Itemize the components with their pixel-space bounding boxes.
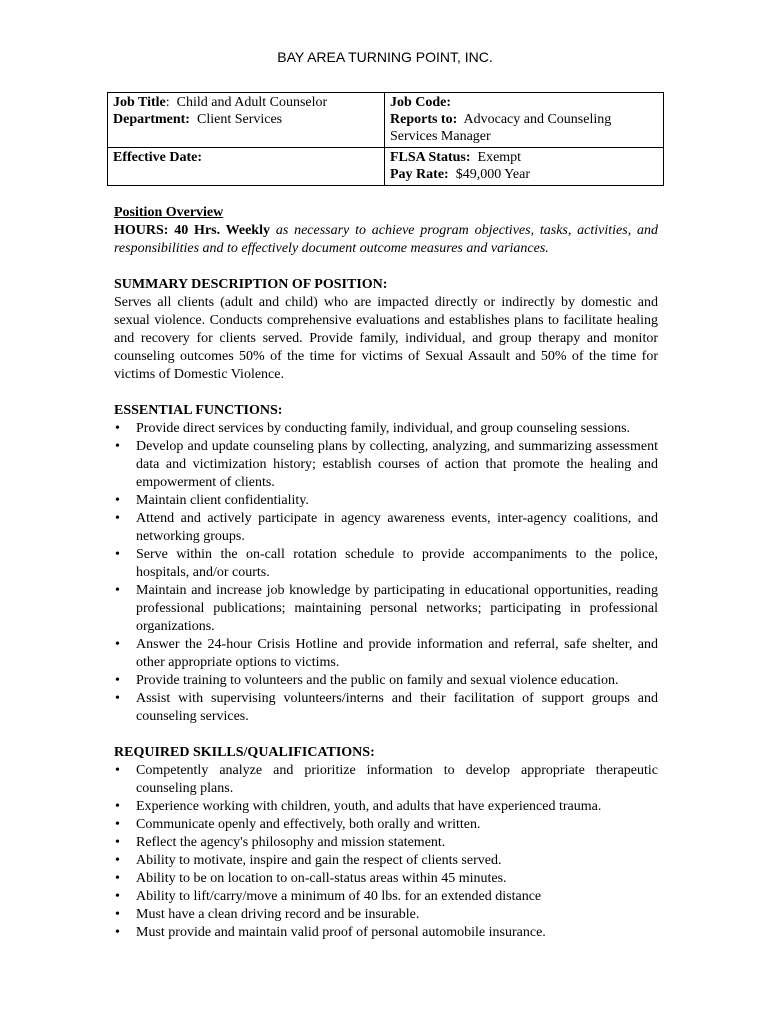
job-title-value: Child and Adult Counselor [176,95,328,110]
list-item: • Attend and actively participate in agency awareness events, inter-agency coalitions, and networking groups. [115,511,658,544]
document-body [114,204,658,942]
department-label: Department: [113,112,190,127]
flsa-cell [385,148,664,186]
hours-text: as necessary to achieve program objectives, tasks, activities, and responsibilities and to effectively document outcome measures and variances. [114,223,659,256]
essential-functions-list [114,420,658,726]
list-item: • Provide direct services by conducting family, individual, and group counseling sessions. [115,421,631,436]
bullet-icon: • [115,853,120,868]
job-title-label: Job Title [113,95,166,110]
bullet-icon: • [115,421,120,436]
bullet-icon: • [115,547,120,562]
job-info-table [107,92,664,186]
department-value: Client Services [196,112,283,127]
bullet-icon: • [115,673,120,688]
flsa-value: Exempt [477,150,522,165]
bullet-icon: • [115,511,120,526]
bullet-icon: • [115,583,120,598]
bullet-icon: • [115,907,120,922]
list-item: • Maintain client confidentiality. [115,493,309,508]
hours-paragraph [114,222,658,258]
list-item: • Must have a clean driving record and be insurable. [115,907,420,922]
pay-rate-value: $49,000 Year [455,167,530,182]
list-item: • Experience working with children, youth, and adults that have experienced trauma. [115,799,602,814]
bullet-icon: • [115,691,120,706]
list-item: • Provide training to volunteers and the public on family and sexual violence education. [115,673,619,688]
essential-functions-heading: ESSENTIAL FUNCTIONS: [114,403,283,418]
list-item: • Maintain and increase job knowledge by participating in educational opportunities, reading professional publications; maintaining personal networks; participating in professional organizations. [115,583,658,634]
organization-name: BAY AREA TURNING POINT, INC. [277,49,493,65]
effective-date-label: Effective Date: [113,150,203,165]
list-item: • Serve within the on-call rotation schedule to provide accompaniments to the police, hospitals, and/or courts. [115,547,658,580]
job-code-label: Job Code: [390,95,452,110]
list-item: • Ability to be on location to on-call-status areas within 45 minutes. [115,871,507,886]
bullet-icon: • [115,871,120,886]
job-title-cell: Job Title: Child and Adult Counselor Department: Client Services [108,93,385,148]
bullet-icon: • [115,835,120,850]
reports-to-label: Reports to: [390,112,458,127]
job-code-cell [385,93,664,148]
skills-heading: REQUIRED SKILLS/QUALIFICATIONS: [114,745,375,760]
flsa-label: FLSA Status: [390,150,471,165]
bullet-icon: • [115,817,120,832]
list-item: • Must provide and maintain valid proof of personal automobile insurance. [115,925,546,940]
list-item: • Competently analyze and prioritize information to develop appropriate therapeutic counseling plans. [115,763,658,796]
list-item: • Assist with supervising volunteers/interns and their facilitation of support groups and counseling services. [115,691,658,724]
list-item: • Answer the 24-hour Crisis Hotline and provide information and referral, safe shelter, and other appropriate options to victims. [115,637,658,670]
bullet-icon: • [115,763,120,778]
reports-to-value: Advocacy and Counseling Services Manager [390,112,612,144]
bullet-icon: • [115,439,120,454]
list-item: • Communicate openly and effectively, both orally and written. [115,817,481,832]
list-item: • Reflect the agency's philosophy and mission statement. [115,835,446,850]
hours-label: HOURS: 40 Hrs. Weekly [114,223,270,238]
position-overview-heading: Position Overview [114,205,224,220]
bullet-icon: • [115,799,120,814]
bullet-icon: • [115,925,120,940]
bullet-icon: • [115,637,120,652]
summary-text: Serves all clients (adult and child) who are impacted directly or indirectly by domestic and sexual violence. Conducts comprehensive evaluations and establishes plans to facilitate healing and recovery for clients served. Provide family, individual, and group therapy and monitor counseling outcomes 50% of the time for victims of Sexual Assault and 50% of the time for victims of Domestic Violence. [114,295,658,382]
effective-date-cell [108,148,385,186]
list-item: • Develop and update counseling plans by collecting, analyzing, and summarizing assessment data and victimization history; establish courses of action that promote the healing and empowerment of clients. [115,439,658,490]
pay-rate-label: Pay Rate: [390,167,449,182]
list-item: • Ability to lift/carry/move a minimum of 40 lbs. for an extended distance [115,889,542,904]
skills-list [114,762,658,942]
bullet-icon: • [115,889,120,904]
bullet-icon: • [115,493,120,508]
summary-heading: SUMMARY DESCRIPTION OF POSITION: [114,277,388,292]
list-item: • Ability to motivate, inspire and gain the respect of clients served. [115,853,502,868]
